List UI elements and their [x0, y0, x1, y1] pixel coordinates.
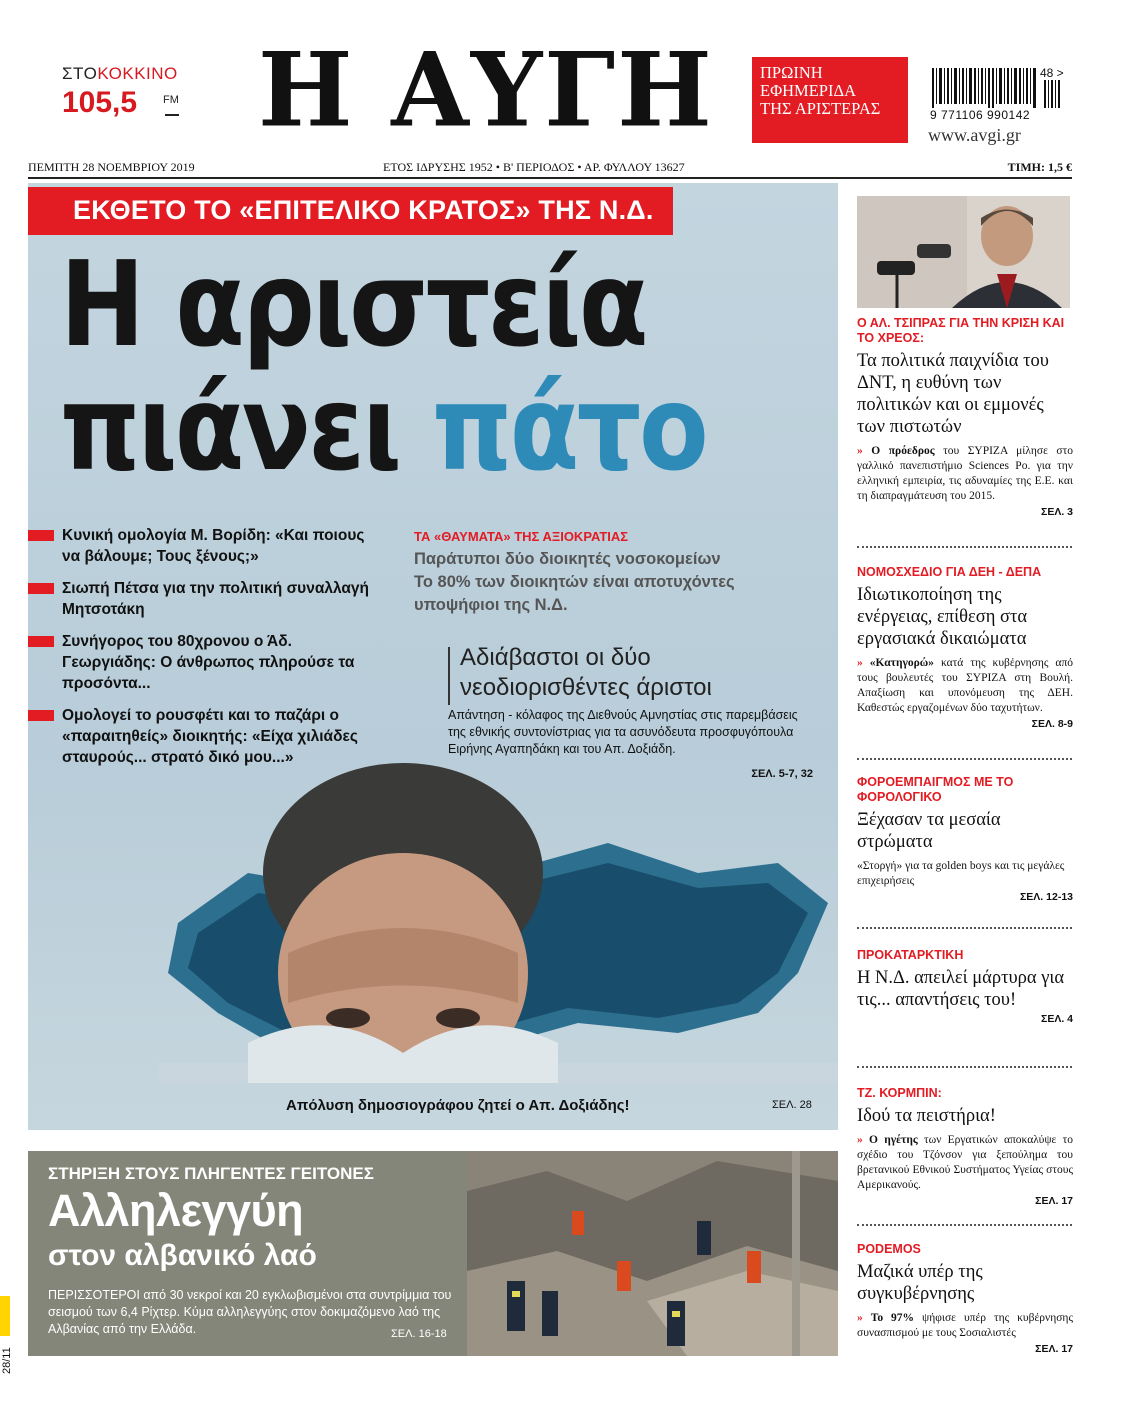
wonders-line: Το 80% των διοικητών είναι αποτυχόντες υποψήφιοι της Ν.Δ. [414, 573, 735, 614]
footline-page: ΣΕΛ. 28 [772, 1099, 812, 1111]
portrait-illustration [228, 753, 578, 1083]
story-label: ΠΡΟΚΑΤΑΡΚΤΙΚΗ [857, 948, 964, 962]
story-body: » «Κατηγορώ» κατά της κυβέρνησης από τους βουλευτές του ΣΥΡΙΖΑ στη Βουλή. Απαξίωση και υπονόμευση της ΔΕΗ. Καθεστώς εργαζομένων δύο ταχυτήτων. [857, 657, 1073, 714]
radio-frequency: 105,5 [62, 86, 138, 119]
right-story[interactable] [857, 316, 1073, 518]
story-page: ΣΕΛ. 3 [1041, 506, 1073, 518]
unread-text: Απάντηση - κόλαφος της Διεθνούς Αμνηστίας στις παρεμβάσεις της εθνικής συντονίστριας για τα ασυνόδευτα προσφυγόπουλα Ειρήνης Αγαπηδάκη και του Απ. Δοξιάδη. [448, 708, 798, 756]
bullet-marker [28, 636, 54, 647]
lead-story[interactable] [28, 183, 838, 1130]
headline-line-2 [60, 358, 707, 497]
bullet-marker [28, 710, 54, 721]
story-label: ΤΖ. ΚΟΡΜΠΙΝ: [857, 1086, 942, 1100]
bullet-item: Ομολογεί το ρουσφέτι και το παζάρι ο «παραιτηθείς» διοικητής: «Είχα χιλιάδες σταυρούς... στρατό δικό μου...» [28, 705, 373, 768]
tagline-line: ΠΡΩΙΝΗ [760, 63, 823, 82]
tagline-line: ΕΦΗΜΕΡΙΔΑ [760, 81, 857, 100]
issue-price: ΤΙΜΗ: 1,5 € [1007, 160, 1072, 174]
website-link[interactable]: www.avgi.gr [928, 125, 1021, 145]
story-headline: Ξέχασαν τα μεσαία στρώματα [857, 810, 1001, 852]
barcode-issue: 48 > [1040, 66, 1064, 80]
unread-pages: ΣΕΛ. 5-7, 32 [751, 768, 813, 780]
dateline [28, 160, 1072, 176]
albania-text: ΠΕΡΙΣΣΟΤΕΡΟΙ από 30 νεκροί και 20 εγκλωβισμένοι στα συντρίμμια του σεισμού των 6,4 Ρίχτερ. Κύμα αλληλεγγύης στον δοκιμαζόμενο λαό της Αλβανίας από την Ελλάδα. [48, 1288, 452, 1336]
bullet-marker [28, 583, 54, 594]
arrow-icon: » [857, 657, 863, 669]
story-headline: Μαζικά υπέρ της συγκυβέρνησης [857, 1262, 983, 1304]
right-story[interactable] [857, 1086, 1073, 1207]
lead-kicker: ΕΚΘΕΤΟ ΤΟ «ΕΠΙΤΕΛΙΚΟ ΚΡΑΤΟΣ» ΤΗΣ Ν.Δ. [28, 187, 673, 235]
wonders-line: Παράτυποι δύο διοικητές νοσοκομείων [414, 550, 721, 568]
story-page: ΣΕΛ. 12-13 [1020, 891, 1073, 903]
right-story[interactable] [857, 1242, 1073, 1355]
story-label: ΦΟΡΟΕΜΠΑΙΓΜΟΣ ΜΕ ΤΟ ΦΟΡΟΛΟΓΙΚΟ [857, 775, 1014, 804]
wonders-label: ΤΑ «ΘΑΥΜΑΤΑ» ΤΗΣ ΑΞΙΟΚΡΑΤΙΑΣ [414, 529, 629, 544]
right-story[interactable] [857, 948, 1073, 1025]
radio-band: FM [163, 94, 179, 106]
story-headline: Τα πολιτικά παιχνίδια του ΔΝΤ, η ευθύνη των πολιτικών και οι εμμονές των πιστωτών [857, 351, 1049, 437]
bullet-item: Κυνική ομολογία Μ. Βορίδη: «Και ποιους να βάλουμε; Τους ξένους;» [28, 525, 373, 567]
bullet-marker [28, 530, 54, 541]
column-separator [857, 927, 1072, 929]
arrow-icon: » [857, 445, 863, 457]
albania-headline: Αλληλεγγύη [48, 1185, 304, 1236]
lead-headline[interactable] [60, 235, 707, 497]
column-separator [857, 1066, 1072, 1068]
right-story[interactable] [857, 775, 1073, 903]
tagline-box [752, 57, 908, 143]
unread-title: Αδιάβαστοι οι δύο νεοδιορισθέντες άριστοι [460, 644, 712, 701]
issue-info: ΕΤΟΣ ΙΔΡΥΣΗΣ 1952 • Β' ΠΕΡΙΟΔΟΣ • ΑΡ. ΦΥΛΛΟΥ 13627 [383, 160, 685, 174]
story-body: » Ο πρόεδρος του ΣΥΡΙΖΑ μίλησε στο γαλλικό πανεπιστήμιο Sciences Po. για την ελληνική εμπειρία, τις αδυναμίες της Ε.Ε. και τη διαπραγμάτευση του 2015. [857, 445, 1073, 502]
wonders-box[interactable] [414, 529, 819, 617]
unread-bar [448, 647, 450, 705]
albania-kicker: ΣΤΗΡΙΞΗ ΣΤΟΥΣ ΠΛΗΓΕΝΤΕΣ ΓΕΙΤΟΝΕΣ [48, 1164, 374, 1183]
albania-pages: ΣΕΛ. 16-18 [391, 1328, 447, 1340]
story-page: ΣΕΛ. 17 [1035, 1195, 1073, 1207]
side-date: 28/11 [1, 1347, 13, 1374]
story-body: » Το 97% ψήφισε υπέρ της κυβέρνησης συνασπισμού με τους Σοσιαλιστές [857, 1312, 1074, 1339]
radio-name: ΣΤΟΚΟΚΚΙΝΟ [62, 64, 178, 83]
bullet-item: Σιωπή Πέτσα για την πολιτική συναλλαγή Μητσοτάκη [28, 578, 373, 620]
bullet-item: Συνήγορος του 80χρονου ο Άδ. Γεωργιάδης: Ο άνθρωπος πληρούσε τα προσόντα... [28, 631, 373, 694]
radio-dash [165, 114, 179, 116]
tsipras-photo [857, 196, 1070, 308]
story-body: » Ο ηγέτης των Εργατικών αποκαλύψε το σχέδιο του Τζόνσον για ξεπούλημα του βρετανικού Εθνικού Συστήματος Υγείας στους Αμερικανούς. [857, 1134, 1073, 1191]
albania-subheadline: στον αλβανικό λαό [48, 1239, 317, 1272]
story-body: «Στοργή» για τα golden boys και τις μεγάλες επιχειρήσεις [857, 860, 1065, 887]
story-headline: Ιδιωτικοποίηση της ενέργειας, επίθεση στα εργασιακά δικαιώματα [857, 585, 1028, 649]
radio-ad[interactable] [62, 64, 192, 120]
earthquake-rescue-photo [467, 1151, 838, 1356]
barcode-number: 9 771106 990142 [930, 108, 1031, 122]
column-separator [857, 758, 1072, 760]
lead-bullets [28, 525, 373, 779]
arrow-icon: » [857, 1312, 863, 1324]
headline-word: πιάνει [60, 358, 400, 497]
story-page: ΣΕΛ. 4 [1041, 1013, 1073, 1025]
story-label: Ο ΑΛ. ΤΣΙΠΡΑΣ ΓΙΑ ΤΗΝ ΚΡΙΣΗ ΚΑΙ ΤΟ ΧΡΕΟΣ: [857, 316, 1065, 345]
story-headline: Η Ν.Δ. απειλεί μάρτυρα για τις... απαντήσεις του! [857, 968, 1065, 1010]
story-label: PODEMOS [857, 1242, 921, 1256]
column-separator [857, 1224, 1072, 1226]
story-headline: Ιδού τα πειστήρια! [857, 1106, 996, 1126]
headline-line-1: Η αριστεία [60, 235, 646, 373]
tagline-line: ΤΗΣ ΑΡΙΣΤΕΡΑΣ [760, 99, 881, 118]
column-separator [857, 546, 1072, 548]
right-story[interactable] [857, 565, 1073, 730]
newspaper-logo[interactable]: Η ΑΥΓΗ [258, 29, 714, 151]
story-page: ΣΕΛ. 17 [1035, 1343, 1073, 1355]
headline-accent-word: πάτο [431, 358, 707, 497]
albania-story[interactable] [28, 1151, 838, 1356]
side-date-marker [0, 1296, 10, 1336]
story-page: ΣΕΛ. 8-9 [1031, 718, 1073, 730]
arrow-icon: » [857, 1134, 863, 1146]
story-label: ΝΟΜΟΣΧΕΔΙΟ ΓΙΑ ΔΕΗ - ΔΕΠΑ [857, 565, 1042, 579]
masthead-rule [28, 177, 1072, 179]
issue-date: ΠΕΜΠΤΗ 28 ΝΟΕΜΒΡΙΟΥ 2019 [28, 160, 195, 174]
footline-text: Απόλυση δημοσιογράφου ζητεί ο Απ. Δοξιάδης! [286, 1097, 630, 1114]
